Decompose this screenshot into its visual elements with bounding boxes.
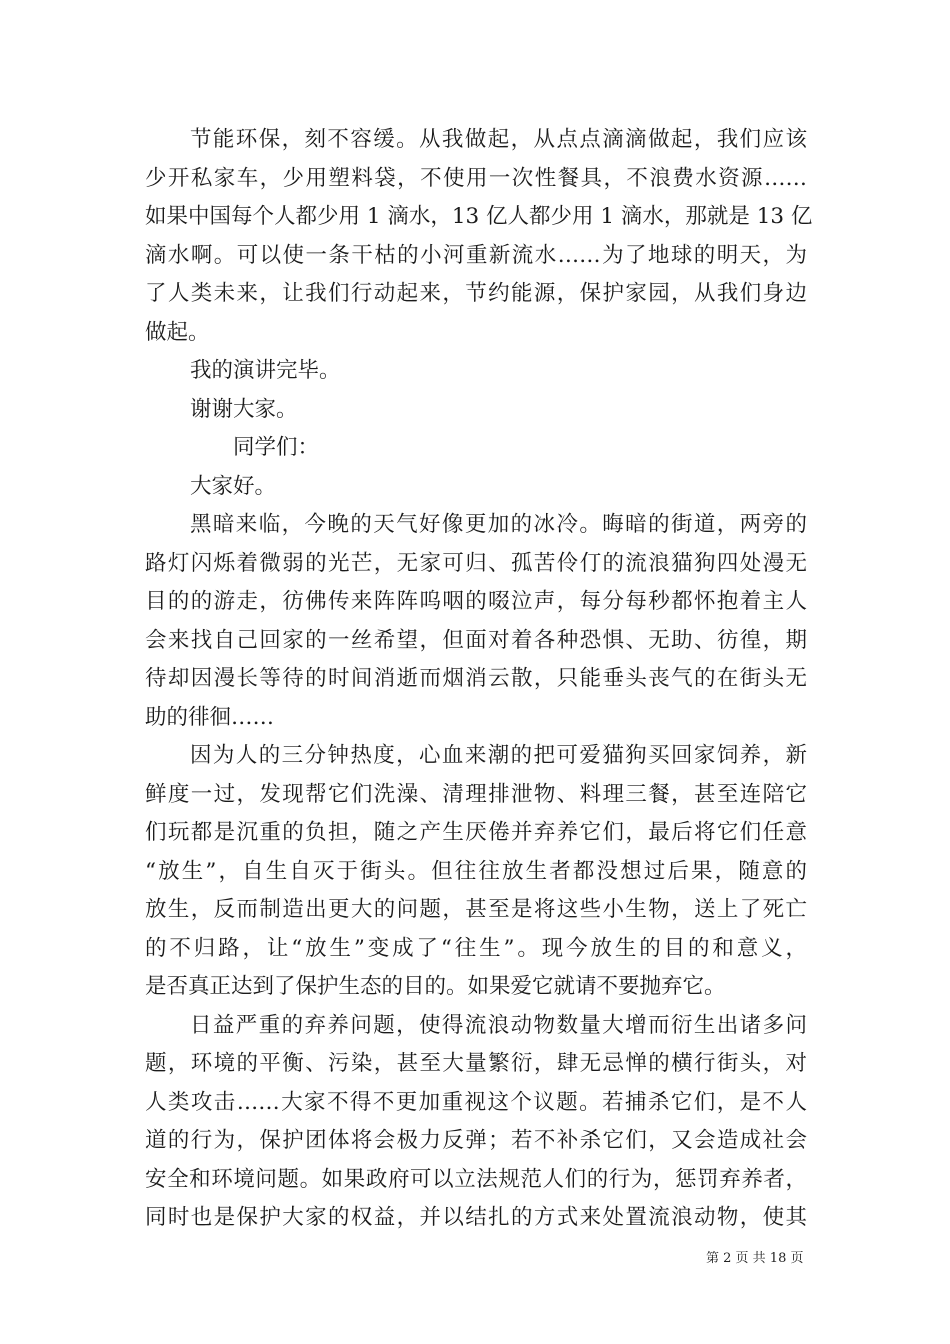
text-line: 做起。 — [145, 319, 210, 345]
text-line: 题，环境的平衡、污染，甚至大量繁衍，肆无忌惮的横行街头，对 — [145, 1051, 807, 1076]
text-line: 的不归路，让“放生”变成了“往生”。现今放生的目的和意义， — [145, 935, 807, 961]
text-line: 道的行为，保护团体将会极力反弹；若不补杀它们，又会造成社会 — [145, 1128, 807, 1153]
text-line: 待却因漫长等待的时间消逝而烟消云散，只能垂头丧气的在街头无 — [145, 666, 807, 691]
text-line: 人类攻击……大家不得不更加重视这个议题。若捕杀它们，是不人 — [145, 1089, 807, 1115]
text-line: 鲜度一过，发现帮它们洗澡、清理排泄物、料理三餐，甚至连陪它 — [145, 781, 807, 807]
paragraph — [145, 391, 807, 430]
paragraph — [145, 121, 813, 352]
text-line: 节能环保，刻不容缓。从我做起，从点点滴滴做起，我们应该 — [190, 127, 807, 152]
text-line: 是否真正达到了保护生态的目的。如果爱它就请不要抛弃它。 — [145, 974, 726, 999]
paragraph — [145, 506, 807, 737]
text-line: 会来找自己回家的一丝希望，但面对着各种恐惧、无助、彷徨，期 — [145, 627, 807, 653]
document-body — [145, 121, 813, 1238]
page-number: 第 2 页 共 18 页 — [706, 1251, 804, 1266]
greeting-line: 大家好。 — [190, 473, 277, 499]
paragraph — [145, 429, 807, 468]
text-line: 如果中国每个人都少用 1 滴水，13 亿人都少用 1 滴水，那就是 13 亿 — [145, 204, 813, 229]
text-line: 目的的游走，彷佛传来阵阵呜咽的啜泣声，每分每秒都怀抱着主人 — [145, 589, 807, 614]
text-line: 同时也是保护大家的权益，并以结扎的方式来处置流浪动物，使其 — [145, 1205, 807, 1230]
closing-line: 我的演讲完毕。 — [190, 358, 341, 383]
paragraph — [145, 352, 807, 391]
text-line: 路灯闪烁着微弱的光芒，无家可归、孤苦伶仃的流浪猫狗四处漫无 — [145, 550, 807, 576]
text-line: “放生”，自生自灭于街头。但往往放生者都没想过后果，随意的 — [145, 858, 807, 884]
text-line: 少开私家车，少用塑料袋，不使用一次性餐具，不浪费水资源…… — [145, 165, 807, 191]
text-line: 们玩都是沉重的负担，随之产生厌倦并弃养它们，最后将它们任意 — [145, 820, 807, 845]
text-line: 黑暗来临，今晚的天气好像更加的冰冷。晦暗的街道，两旁的 — [190, 512, 807, 537]
paragraph — [145, 1007, 807, 1238]
text-line: 安全和环境问题。如果政府可以立法规范人们的行为，惩罚弃养者， — [145, 1166, 807, 1192]
text-line: 日益严重的弃养问题，使得流浪动物数量大增而衍生出诸多问 — [190, 1012, 807, 1038]
text-line: 助的徘徊…… — [145, 704, 275, 730]
salutation-line: 同学们： — [233, 435, 320, 460]
paragraph — [145, 468, 807, 507]
text-line: 因为人的三分钟热度，心血来潮的把可爱猫狗买回家饲养，新 — [190, 743, 807, 768]
text-line: 放生，反而制造出更大的问题，甚至是将这些小生物，送上了死亡 — [145, 897, 807, 922]
text-line: 滴水啊。可以使一条干枯的小河重新流水……为了地球的明天，为 — [145, 242, 807, 268]
thanks-line: 谢谢大家。 — [190, 396, 298, 422]
text-line: 了人类未来，让我们行动起来，节约能源，保护家园，从我们身边 — [145, 281, 807, 306]
paragraph — [145, 737, 807, 1007]
